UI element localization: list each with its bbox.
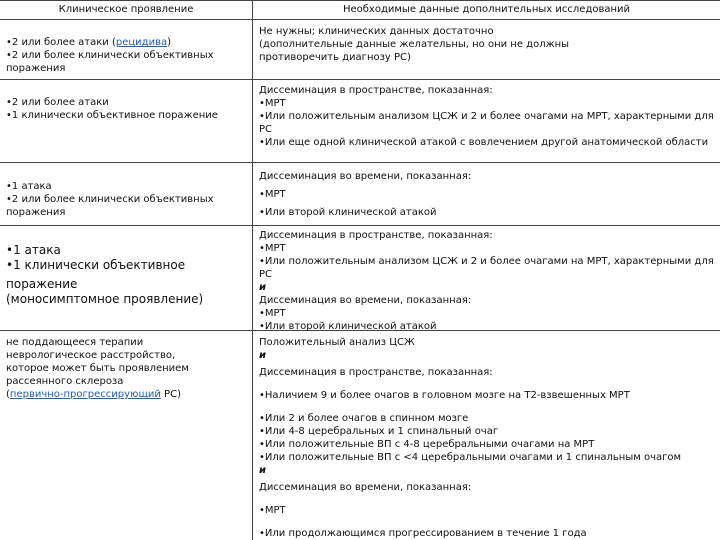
primary-progressive-link[interactable]: первично-прогрессирующий [9,389,161,400]
relapse-link[interactable]: рецидива [115,37,168,48]
row-divider [0,79,720,80]
row4-clinical: •1 атака •1 клинически объективное поражение (моносимптомное проявление) [6,243,204,306]
row-divider [0,225,720,226]
header-col-clinical: Клиническое проявление [58,4,194,15]
row-divider [0,162,720,163]
row2-clinical: •2 или более атаки •1 клинически объективное поражение [6,97,218,121]
header-col-additional-data: Необходимые данные дополнительных исследований [342,4,631,15]
table-border-top [0,0,720,1]
row3-additional: Диссеминация во времени, показанная: •МРТ •Или второй клинической атакой [259,171,472,218]
row3-clinical: •1 атака •2 или более клинически объективных поражения [6,181,214,218]
row1-clinical: •2 или более атаки (рецидива) •2 или более клинически объективных поражения [6,37,214,74]
row1-additional: Не нужны; клинических данных достаточно (дополнительные данные желательны, но они не должны противоречить диагнозу РС) [259,26,570,63]
row5-additional: Положительный анализ ЦСЖ и Диссеминация в пространстве, показанная: •Наличием 9 и более очагов в головном мозге на Т2-взвешенных МРТ •Или 2 и более очагов в спинном мозге •Или 4-8 церебральных и 1 спинальный очаг •Или положительные ВП с 4-8 церебральными очагами на МРТ •Или положительные ВП с <4 церебральными очагами и 1 спинальным очагом и Диссеминация во времени, показанная: •МРТ •Или продолжающимся прогрессированием в течение 1 года [259,337,682,539]
row2-additional: Диссеминация в пространстве, показанная: •МРТ •Или положительным анализом ЦСЖ и 2 и более очагами на МРТ, характерными для РС •Или еще одной клинической атакой с вовлечением другой анатомической области [259,85,714,148]
header-divider [0,19,720,20]
row5-clinical: не поддающееся терапии неврологическое расстройство, которое может быть проявлением рассеянного склероза (первично-прогрессирующий РС) [6,337,189,400]
column-divider [252,0,253,540]
row4-additional: Диссеминация в пространстве, показанная: •МРТ •Или положительным анализом ЦСЖ и 2 и более очагами на МРТ, характерными для РС и Диссеминация во времени, показанная: •МРТ •Или второй клинической атакой [259,230,714,332]
